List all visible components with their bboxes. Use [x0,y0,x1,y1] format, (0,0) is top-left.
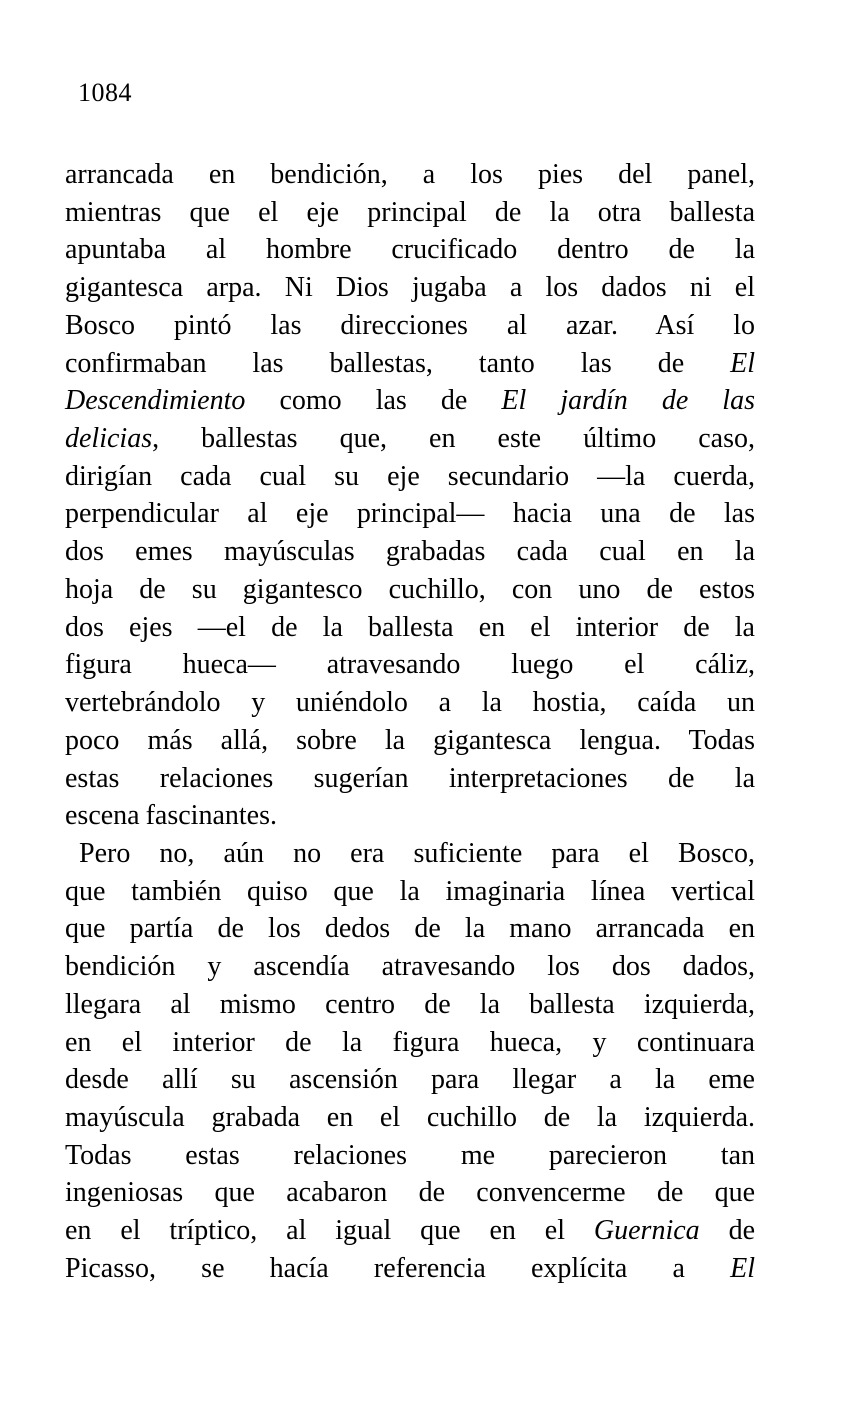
text-line [65,797,755,835]
text-segment: llegara al mismo centro de la ballesta izquierda, [65,988,755,1020]
italic-text: El [730,1252,755,1284]
text-line [65,986,755,1024]
text-segment: de [699,1215,755,1247]
text-line [65,533,755,571]
text-segment: gigantesca arpa. Ni Dios jugaba a los dados ni el [65,272,755,304]
text-block [65,156,755,1288]
text-segment: bendición y ascendía atravesando los dos dados, [65,951,755,983]
text-line [65,760,755,798]
text-line [65,1212,755,1250]
text-line [65,231,755,269]
text-line [65,495,755,533]
text-line [65,1061,755,1099]
text-line [65,194,755,232]
text-line [65,910,755,948]
italic-text: El [730,347,755,379]
text-segment: Pero no, aún no era suficiente para el Bosco, [79,837,755,869]
text-line [65,948,755,986]
text-segment: como las de [245,385,502,417]
text-line [65,269,755,307]
text-line [65,1174,755,1212]
text-line [65,873,755,911]
text-line [65,382,755,420]
text-line [65,156,755,194]
text-segment: Bosco pintó las direcciones al azar. Así lo [65,309,755,341]
text-segment: mayúscula grabada en el cuchillo de la izquierda. [65,1101,755,1133]
text-segment: vertebrándolo y uniéndolo a la hostia, caída un [65,687,755,719]
page-number: 1084 [78,78,132,107]
text-segment: Picasso, se hacía referencia explícita a [65,1252,731,1284]
text-line [65,1024,755,1062]
text-segment: dirigían cada cual su eje secundario —la cuerda, [65,460,755,492]
text-line [65,609,755,647]
text-segment: arrancada en bendición, a los pies del panel, [65,159,755,190]
text-segment: figura hueca— atravesando luego el cáliz, [65,649,755,681]
text-line [65,646,755,684]
text-segment: perpendicular al eje principal— hacia una de las [65,498,755,530]
text-segment: que partía de los dedos de la mano arrancada en [65,913,755,945]
italic-text: El jardín de las [501,385,755,417]
italic-text: Descendimiento [65,385,246,417]
text-line [65,722,755,760]
text-segment: en el tríptico, al igual que en el [65,1215,594,1247]
text-line [65,835,755,873]
text-line [65,420,755,458]
text-segment: mientras que el eje principal de la otra ballesta [65,196,755,228]
text-segment: poco más allá, sobre la gigantesca lengua. Todas [65,724,755,756]
text-line [65,571,755,609]
text-line [65,307,755,345]
text-line [65,1099,755,1137]
text-line [65,684,755,722]
text-segment: hoja de su gigantesco cuchillo, con uno de estos [65,573,755,605]
text-segment: apuntaba al hombre crucificado dentro de la [65,234,755,266]
text-segment: ingeniosas que acabaron de convencerme de que [65,1177,755,1209]
text-segment: desde allí su ascensión para llegar a la eme [65,1064,755,1096]
italic-text: Guernica [593,1215,700,1247]
text-segment: , ballestas que, en este último caso, [152,423,755,455]
text-segment: estas relaciones sugerían interpretaciones de la [65,762,755,794]
text-line [65,458,755,496]
text-line [65,345,755,383]
text-segment: en el interior de la figura hueca, y continuara [65,1026,755,1058]
text-segment: dos ejes —el de la ballesta en el interior de la [65,611,755,643]
text-segment: confirmaban las ballestas, tanto las de [65,347,731,379]
text-line [65,1137,755,1175]
text-segment: Todas estas relaciones me parecieron tan [65,1139,755,1171]
text-line [65,1250,755,1288]
text-segment: escena fascinantes. [65,800,277,832]
text-segment: dos emes mayúsculas grabadas cada cual en la [65,536,755,568]
text-segment: que también quiso que la imaginaria línea vertical [65,875,755,907]
italic-text: delicias [65,423,153,455]
